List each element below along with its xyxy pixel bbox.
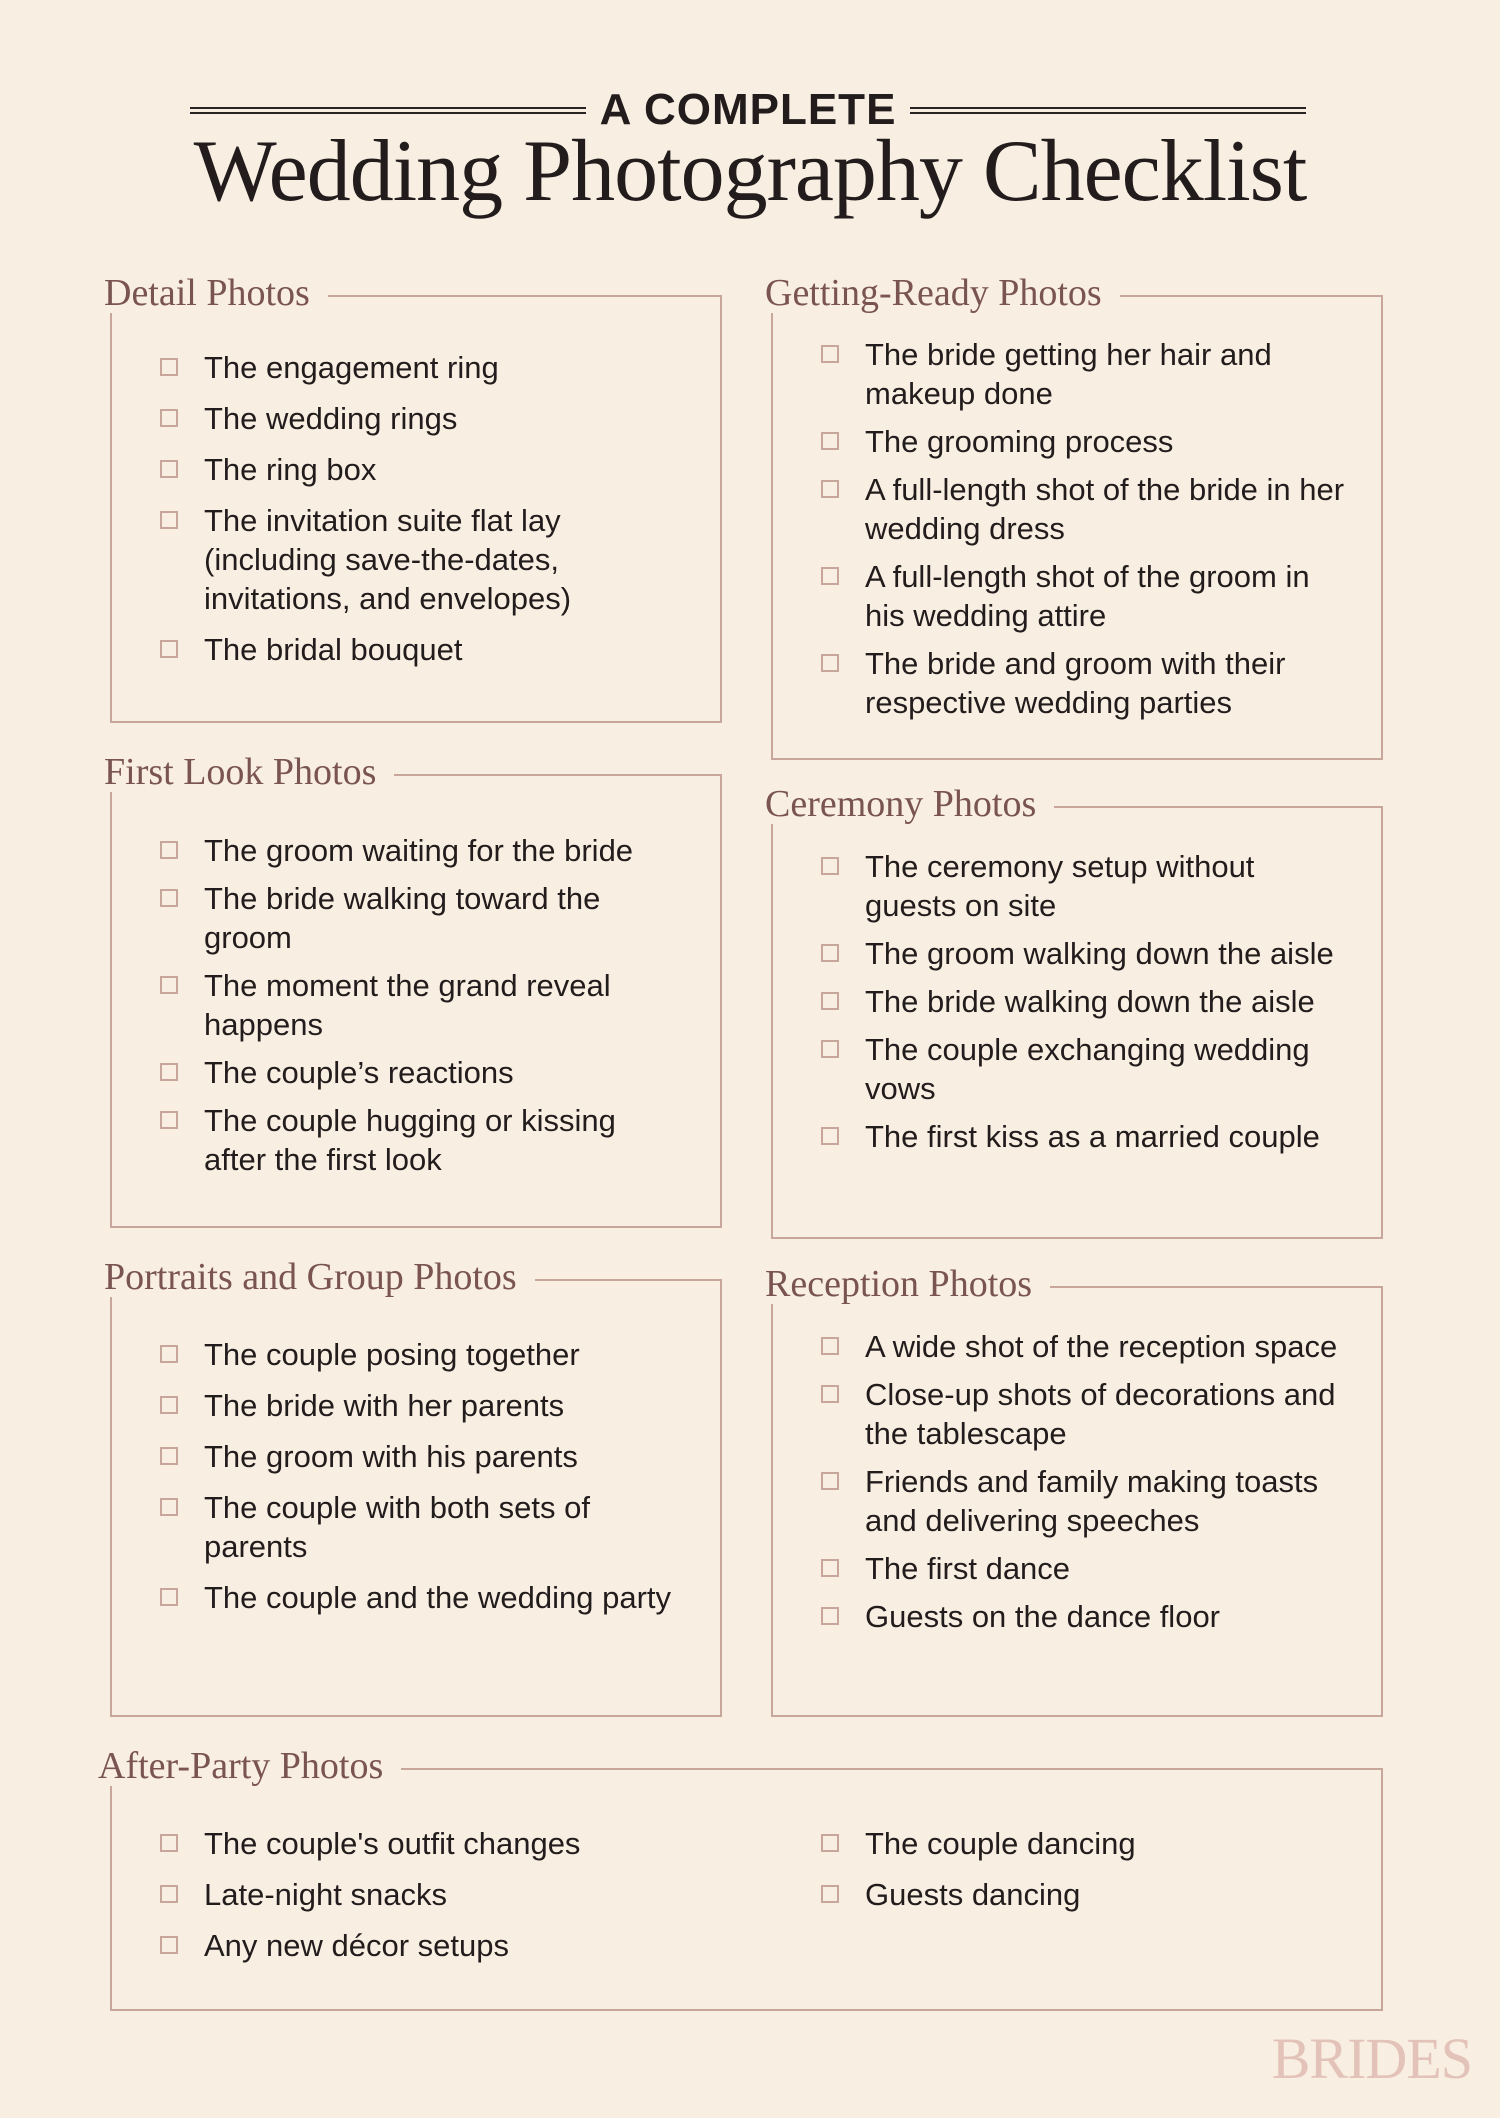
checklist-item[interactable]: The first kiss as a married couple [821, 1117, 1346, 1156]
checklist [160, 1335, 680, 1617]
page-title: Wedding Photography Checklist [193, 123, 1307, 220]
checkbox[interactable] [821, 480, 839, 498]
checkbox[interactable] [160, 1063, 178, 1081]
checklist [821, 847, 1346, 1156]
section-after-party-photos [98, 1745, 1383, 2011]
checkbox[interactable] [821, 432, 839, 450]
header-rule-right [910, 107, 1306, 114]
checklist-item[interactable]: The bride walking down the aisle [821, 982, 1346, 1021]
checklist [821, 1327, 1346, 1636]
section-title: Ceremony Photos [765, 784, 1054, 824]
checkbox[interactable] [160, 640, 178, 658]
checkbox[interactable] [821, 1607, 839, 1625]
checklist [821, 335, 1346, 722]
checklist-item[interactable]: Guests on the dance floor [821, 1597, 1346, 1636]
checkbox[interactable] [160, 409, 178, 427]
checkbox[interactable] [160, 976, 178, 994]
checklist-item[interactable]: The engagement ring [160, 348, 680, 387]
checkbox[interactable] [160, 889, 178, 907]
section-title: Getting-Ready Photos [765, 273, 1120, 313]
checkbox[interactable] [821, 1127, 839, 1145]
section-title: First Look Photos [104, 752, 394, 792]
checklist [160, 831, 680, 1179]
checklist-item[interactable]: Friends and family making toasts and delivering speeches [821, 1462, 1346, 1540]
checklist-item[interactable]: The first dance [821, 1549, 1346, 1588]
checkbox[interactable] [160, 1834, 178, 1852]
checkbox[interactable] [821, 857, 839, 875]
checklist [160, 348, 680, 669]
checkbox[interactable] [160, 1498, 178, 1516]
checkbox[interactable] [821, 944, 839, 962]
checklist-item[interactable]: The couple exchanging wedding vows [821, 1030, 1346, 1108]
checklist-item[interactable]: The bride walking toward the groom [160, 879, 680, 957]
checklist-item[interactable]: The grooming process [821, 422, 1346, 461]
checkbox[interactable] [821, 1472, 839, 1490]
checkbox[interactable] [821, 1040, 839, 1058]
checkbox[interactable] [821, 1885, 839, 1903]
checklist-item[interactable]: The couple dancing [821, 1824, 1321, 1863]
checkbox[interactable] [160, 1885, 178, 1903]
checklist-right [821, 1824, 1321, 1914]
checkbox[interactable] [160, 1936, 178, 1954]
checkbox[interactable] [160, 1588, 178, 1606]
section-title: Detail Photos [104, 273, 328, 313]
section-getting-ready-photos [765, 272, 1383, 760]
checkbox[interactable] [821, 1385, 839, 1403]
checkbox[interactable] [821, 992, 839, 1010]
checklist-item[interactable]: The couple’s reactions [160, 1053, 680, 1092]
section-title: Reception Photos [765, 1264, 1050, 1304]
header-kicker: A COMPLETE [599, 85, 897, 134]
checklist-item[interactable]: Close-up shots of decorations and the tablescape [821, 1375, 1346, 1453]
checkbox[interactable] [160, 511, 178, 529]
checklist-item[interactable]: The couple posing together [160, 1335, 680, 1374]
section-portraits-group-photos [104, 1256, 722, 1717]
checkbox[interactable] [160, 1396, 178, 1414]
checklist-item[interactable]: The ceremony setup without guests on site [821, 847, 1346, 925]
checklist-item[interactable]: The invitation suite flat lay (including save-the-dates, invitations, and envelopes) [160, 501, 680, 618]
checklist-item[interactable]: The bride with her parents [160, 1386, 680, 1425]
checklist-left [160, 1824, 680, 1965]
checklist-item[interactable]: Late-night snacks [160, 1875, 680, 1914]
checklist-item[interactable]: The couple hugging or kissing after the first look [160, 1101, 680, 1179]
checklist-item[interactable]: The groom waiting for the bride [160, 831, 680, 870]
section-title: Portraits and Group Photos [104, 1257, 535, 1297]
checkbox[interactable] [160, 460, 178, 478]
section-reception-photos [765, 1263, 1383, 1717]
checkbox[interactable] [160, 1447, 178, 1465]
checkbox[interactable] [160, 841, 178, 859]
checklist-item[interactable]: Any new décor setups [160, 1926, 680, 1965]
checklist-item[interactable]: The ring box [160, 450, 680, 489]
section-title: After-Party Photos [98, 1746, 401, 1786]
checklist-item[interactable]: The couple's outfit changes [160, 1824, 680, 1863]
checkbox[interactable] [821, 567, 839, 585]
checkbox[interactable] [821, 345, 839, 363]
checklist-item[interactable]: A full-length shot of the bride in her wedding dress [821, 470, 1346, 548]
checklist-item[interactable]: The wedding rings [160, 399, 680, 438]
section-ceremony-photos [765, 783, 1383, 1239]
checkbox[interactable] [821, 1337, 839, 1355]
checklist-item[interactable]: The bridal bouquet [160, 630, 680, 669]
checkbox[interactable] [160, 358, 178, 376]
checklist-item[interactable]: The bride getting her hair and makeup done [821, 335, 1346, 413]
checklist-item[interactable]: The groom with his parents [160, 1437, 680, 1476]
checkbox[interactable] [160, 1345, 178, 1363]
checklist-item[interactable]: The moment the grand reveal happens [160, 966, 680, 1044]
section-first-look-photos [104, 751, 722, 1228]
checklist-item[interactable]: The couple with both sets of parents [160, 1488, 680, 1566]
checklist-item[interactable]: A wide shot of the reception space [821, 1327, 1346, 1366]
checklist-item[interactable]: A full-length shot of the groom in his wedding attire [821, 557, 1346, 635]
checklist-item[interactable]: The groom walking down the aisle [821, 934, 1346, 973]
header-rule-left [190, 107, 586, 114]
checkbox[interactable] [160, 1111, 178, 1129]
checklist-item[interactable]: The bride and groom with their respective wedding parties [821, 644, 1346, 722]
checklist-item[interactable]: The couple and the wedding party [160, 1578, 680, 1617]
checklist-item[interactable]: Guests dancing [821, 1875, 1321, 1914]
checkbox[interactable] [821, 654, 839, 672]
checkbox[interactable] [821, 1559, 839, 1577]
checkbox[interactable] [821, 1834, 839, 1852]
section-detail-photos [104, 272, 722, 723]
brides-logo: BRIDES [1271, 2026, 1472, 2091]
